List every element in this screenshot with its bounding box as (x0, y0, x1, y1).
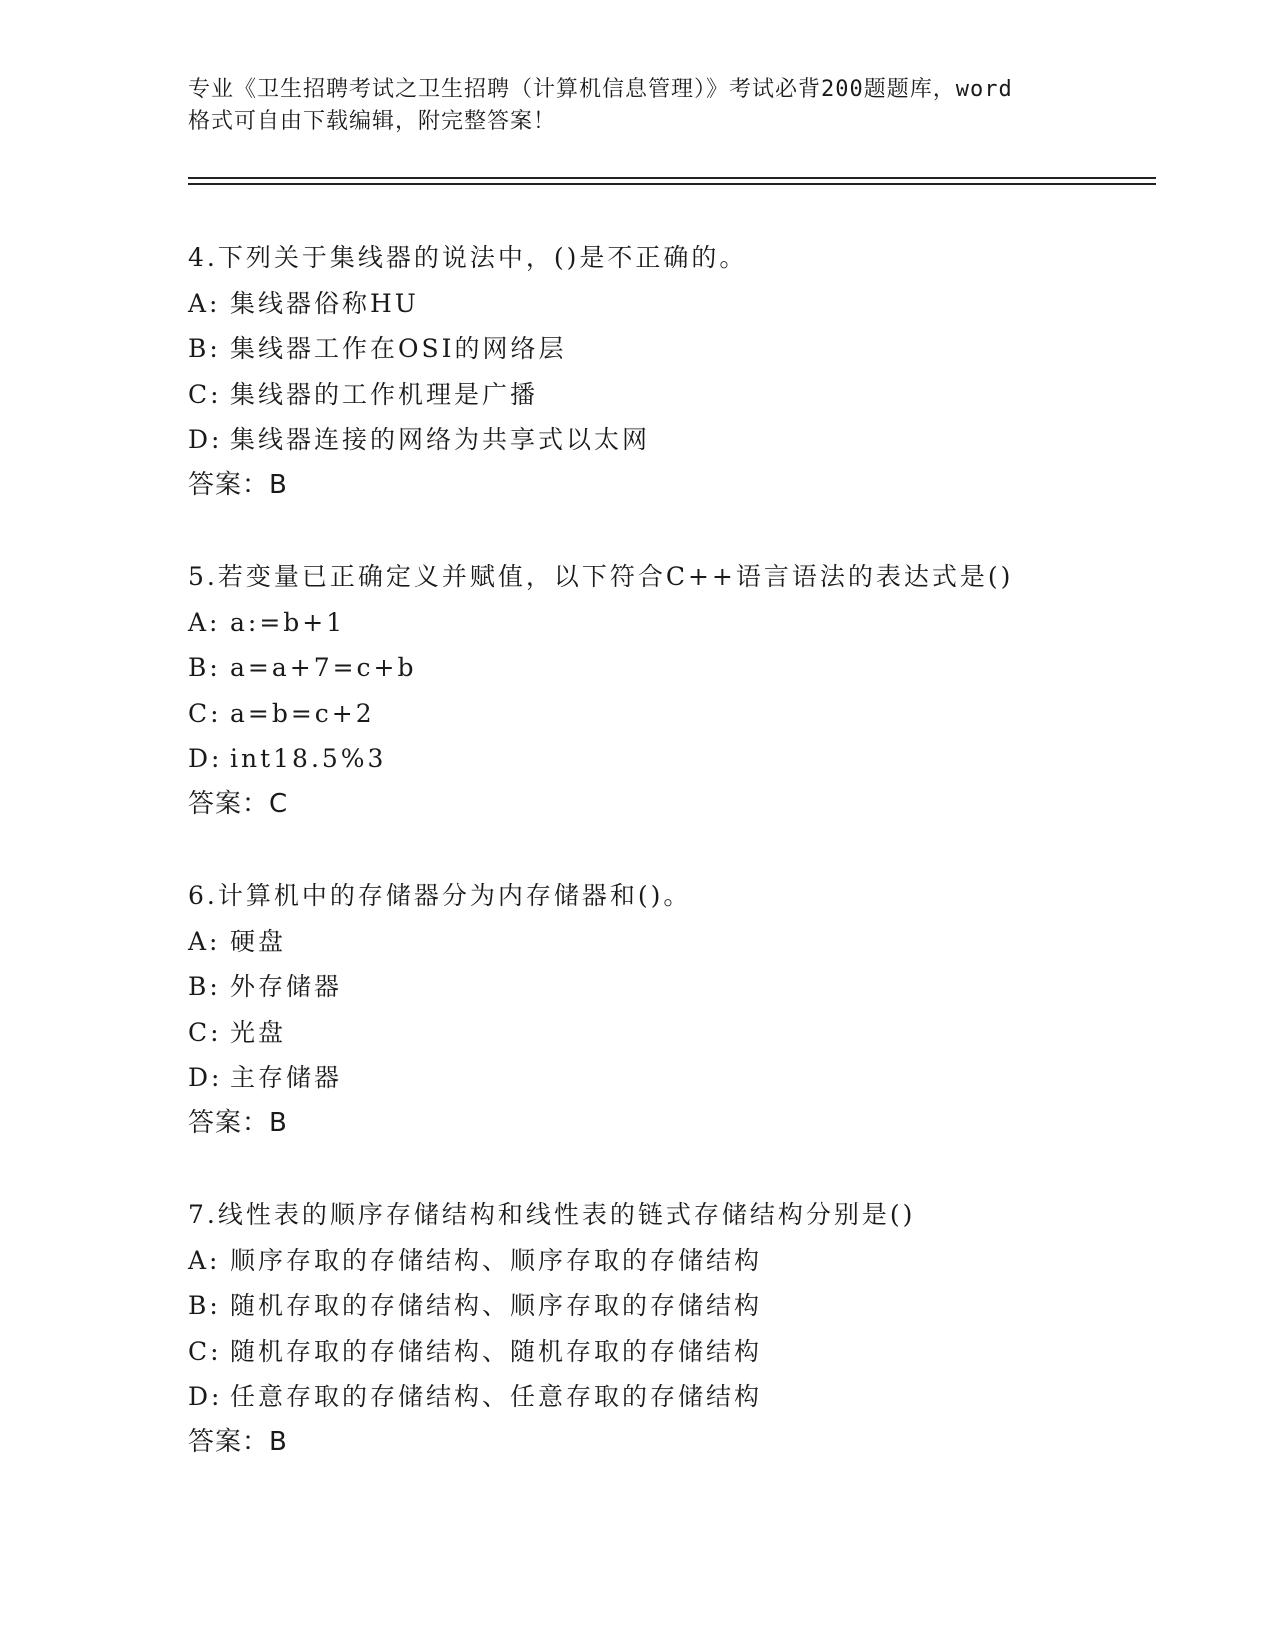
option-text: 集线器工作在OSI的网络层 (230, 334, 567, 364)
option-b (188, 326, 1168, 372)
option-text: 集线器连接的网络为共享式以太网 (230, 425, 651, 455)
option-text: a=a+7=c+b (230, 653, 417, 683)
option-letter: B: (188, 334, 221, 364)
option-c (188, 372, 1168, 418)
option-d (188, 1055, 1168, 1101)
option-text: 集线器俗称HU (230, 288, 419, 318)
option-text: 主存储器 (230, 1063, 343, 1093)
header-divider-top (188, 177, 1156, 179)
option-letter: D: (188, 1063, 223, 1093)
option-b (188, 645, 1168, 691)
question-5 (188, 554, 1168, 828)
option-letter: A: (188, 1245, 221, 1275)
option-d (188, 417, 1168, 463)
header-line-2: 格式可自由下载编辑，附完整答案！ (188, 109, 557, 134)
question-stem: 5.若变量已正确定义并赋值，以下符合C++语言语法的表达式是() (188, 562, 1014, 591)
option-c (188, 1329, 1168, 1375)
option-letter: C: (188, 379, 222, 409)
option-a (188, 281, 1168, 327)
option-text: 集线器的工作机理是广播 (230, 379, 539, 409)
question-stem: 6.计算机中的存储器分为内存储器和()。 (188, 881, 692, 910)
option-text: 外存储器 (230, 972, 343, 1002)
question-7 (188, 1192, 1168, 1466)
option-letter: D: (188, 1382, 223, 1412)
option-letter: D: (188, 425, 223, 455)
option-letter: A: (188, 926, 221, 956)
option-text: 随机存取的存储结构、随机存取的存储结构 (230, 1336, 763, 1366)
option-text: 硬盘 (230, 926, 287, 956)
option-letter: C: (188, 698, 222, 728)
question-6 (188, 873, 1168, 1147)
header-divider-bottom (188, 183, 1156, 185)
option-letter: C: (188, 1336, 222, 1366)
option-c (188, 691, 1168, 737)
option-letter: B: (188, 1291, 221, 1321)
option-b (188, 1283, 1168, 1329)
answer: 答案：B (188, 1426, 288, 1457)
option-letter: D: (188, 744, 223, 774)
option-text: 随机存取的存储结构、顺序存取的存储结构 (230, 1291, 763, 1321)
question-4 (188, 235, 1168, 509)
option-text: a=b=c+2 (230, 698, 375, 728)
option-c (188, 1010, 1168, 1056)
question-stem: 4.下列关于集线器的说法中，()是不正确的。 (188, 243, 748, 272)
option-text: 任意存取的存储结构、任意存取的存储结构 (230, 1382, 763, 1412)
question-stem: 7.线性表的顺序存储结构和线性表的链式存储结构分别是() (188, 1200, 916, 1229)
header-line-1: 专业《卫生招聘考试之卫生招聘（计算机信息管理）》考试必背200题题库，word (188, 77, 1013, 102)
option-letter: A: (188, 607, 221, 637)
option-text: a:=b+1 (230, 607, 346, 637)
document-header (188, 74, 1088, 138)
option-text: int18.5%3 (230, 744, 387, 774)
answer: 答案：C (188, 788, 289, 819)
option-letter: B: (188, 972, 221, 1002)
option-a (188, 919, 1168, 965)
answer: 答案：B (188, 469, 288, 500)
option-letter: C: (188, 1017, 222, 1047)
option-letter: A: (188, 288, 221, 318)
option-text: 光盘 (230, 1017, 287, 1047)
option-a (188, 600, 1168, 646)
option-d (188, 736, 1168, 782)
option-letter: B: (188, 653, 221, 683)
option-text: 顺序存取的存储结构、顺序存取的存储结构 (230, 1245, 763, 1275)
option-b (188, 964, 1168, 1010)
option-a (188, 1238, 1168, 1284)
option-d (188, 1374, 1168, 1420)
answer: 答案：B (188, 1107, 288, 1138)
